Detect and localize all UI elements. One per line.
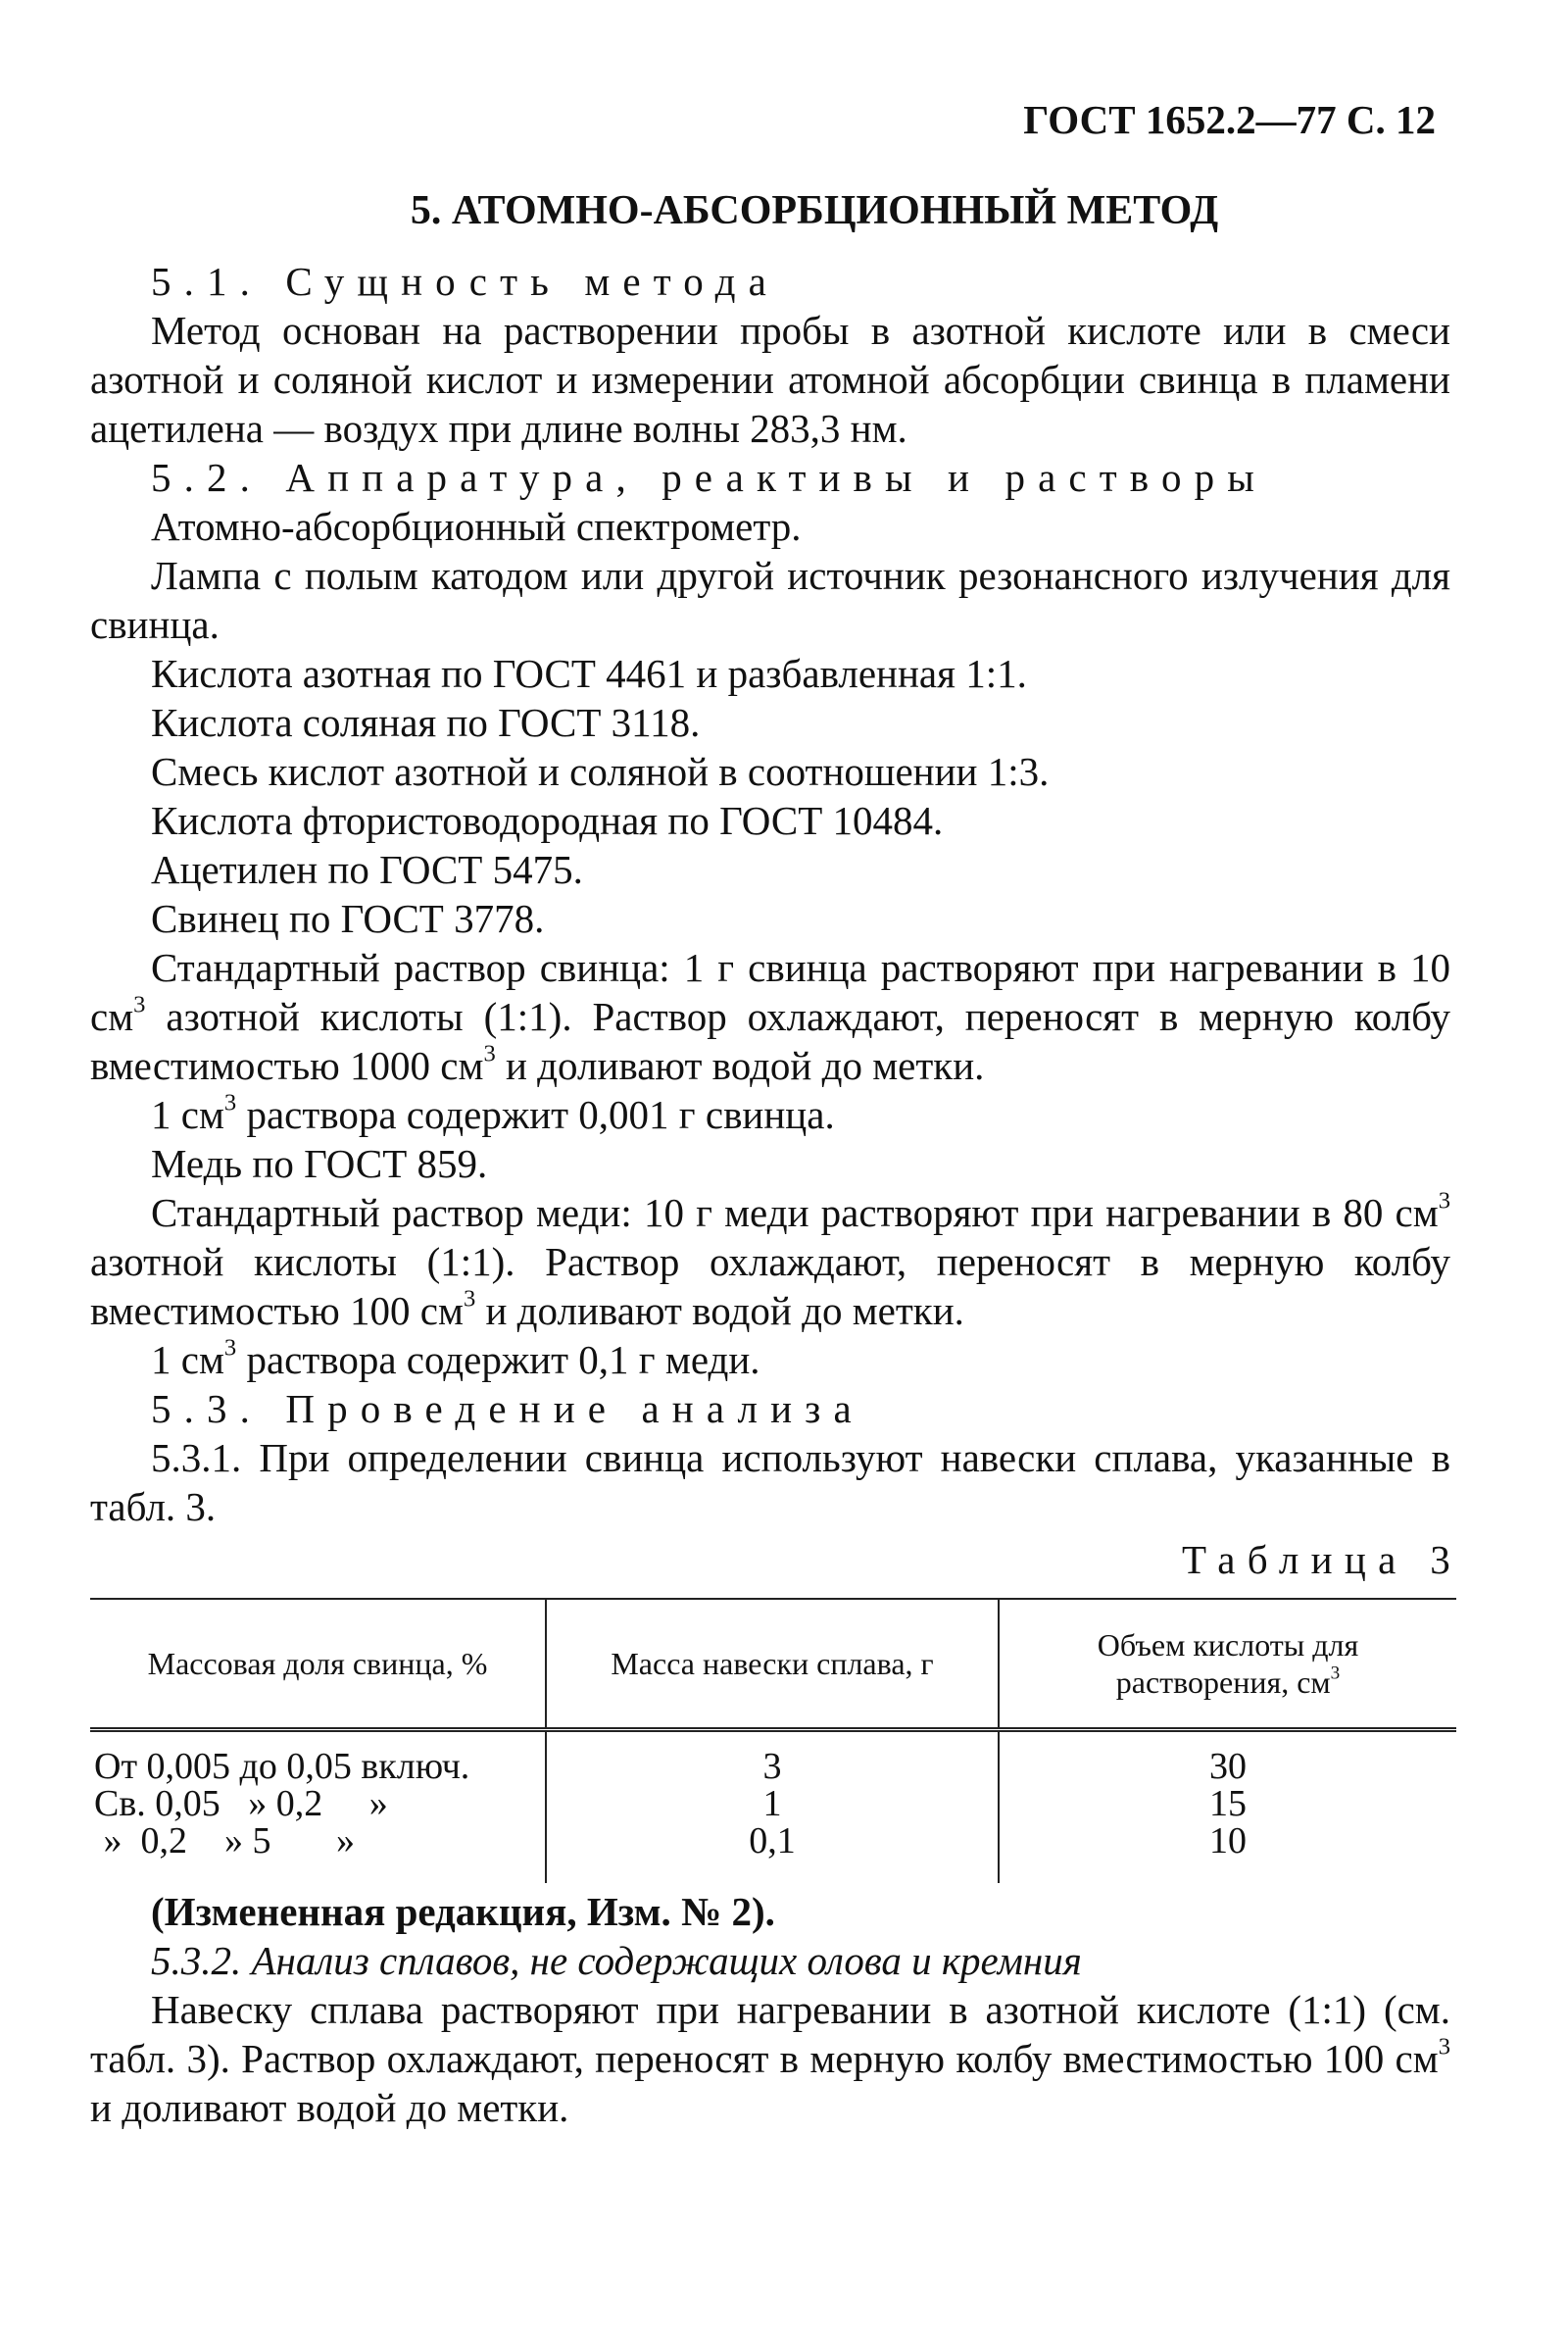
page-header: ГОСТ 1652.2—77 С. 12 <box>1023 97 1436 142</box>
table-row <box>90 1822 1456 1883</box>
table-cell: 0,1 <box>546 1822 999 1883</box>
list-item: Кислота соляная по ГОСТ 3118. <box>151 700 701 745</box>
table-label: Таблица 3 <box>1181 1537 1462 1582</box>
copper-reagent: Медь по ГОСТ 859. <box>151 1141 488 1186</box>
section-title: 5. АТОМНО-АБСОРБЦИОННЫЙ МЕТОД <box>410 188 1219 233</box>
table-cell: 30 <box>999 1730 1456 1786</box>
table-cell: Св. 0,05 » 0,2 » <box>94 1783 388 1824</box>
amendment-note: (Измененная редакция, Изм. № 2). <box>151 1889 775 1934</box>
table-cell: От 0,005 до 0,05 включ. <box>94 1746 470 1787</box>
table-row <box>90 1730 1456 1786</box>
table-3 <box>90 1598 1456 1883</box>
list-item: Лампа с полым катодом или другой источник резонансного излучения для свинца. <box>90 553 1450 647</box>
table-row <box>90 1785 1456 1822</box>
list-item: Кислота фтористоводородная по ГОСТ 10484. <box>151 798 944 843</box>
table-cell: 3 <box>546 1730 999 1786</box>
section-5-3-2-heading: 5.3.2. Анализ сплавов, не содержащих олова и кремния <box>151 1938 1082 1983</box>
document-body <box>90 186 1462 2132</box>
section-5-2-heading: 5.2. Аппаратура, реактивы и растворы <box>151 455 1267 500</box>
list-item: Смесь кислот азотной и соляной в соотношении 1:3. <box>151 749 1050 794</box>
list-item: Атомно-абсорбционный спектрометр. <box>151 504 802 549</box>
copper-standard-solution: Стандартный раствор меди: 10 г меди растворяют при нагревании в 80 $см^3$ азотной кислоты (1:1). Раствор охлаждают, переносят в мерную колбу вместимостью 100 $см^3$ и доливают водой до метки. <box>90 1187 1450 1333</box>
section-5-3-1-text: 5.3.1. При определении свинца используют навески сплава, указанные в табл. 3. <box>90 1435 1450 1529</box>
table-cell: 1 <box>546 1785 999 1822</box>
section-5-3-heading: 5.3. Проведение анализа <box>151 1386 864 1431</box>
copper-concentration: 1 $см^3$ раствора содержит 0,1 г меди. <box>151 1334 760 1382</box>
section-5-3-2-text: Навеску сплава растворяют при нагревании в азотной кислоте (1:1) (см. табл. 3). Раствор охлаждают, переносят в мерную колбу вместимостью 100 $см^3$ и доливают водой до метки. <box>90 1987 1450 2130</box>
section-5-1-heading: 5.1. Сущность метода <box>151 259 779 304</box>
lead-standard-solution: Стандартный раствор свинца: 1 г свинца растворяют при нагревании в 10 $см^3$ азотной кислоты (1:1). Раствор охлаждают, переносят в мерную колбу вместимостью 1000 $см^3$ и доливают водой до метки. <box>90 945 1450 1088</box>
list-item: Кислота азотная по ГОСТ 4461 и разбавленная 1:1. <box>151 651 1027 696</box>
list-item: Свинец по ГОСТ 3778. <box>151 896 545 941</box>
table-cell: 15 <box>999 1785 1456 1822</box>
table-cell: 10 <box>999 1822 1456 1883</box>
table-header: Масса навески сплава, г <box>546 1599 999 1730</box>
table-header: Массовая доля свинца, % <box>90 1599 546 1730</box>
list-item: Ацетилен по ГОСТ 5475. <box>151 847 583 892</box>
table-cell: » 0,2 » 5 » <box>94 1820 355 1861</box>
lead-concentration: 1 $см^3$ раствора содержит 0,001 г свинца. <box>151 1089 835 1137</box>
section-5-1-text: Метод основан на растворении пробы в азотной кислоте или в смеси азотной и соляной кислот и измерении атомной абсорбции свинца в пламени ацетилена — воздух при длине волны 283,3 нм. <box>90 308 1450 451</box>
table-header: Объем кислоты для растворения, $см^3$ <box>999 1599 1456 1730</box>
